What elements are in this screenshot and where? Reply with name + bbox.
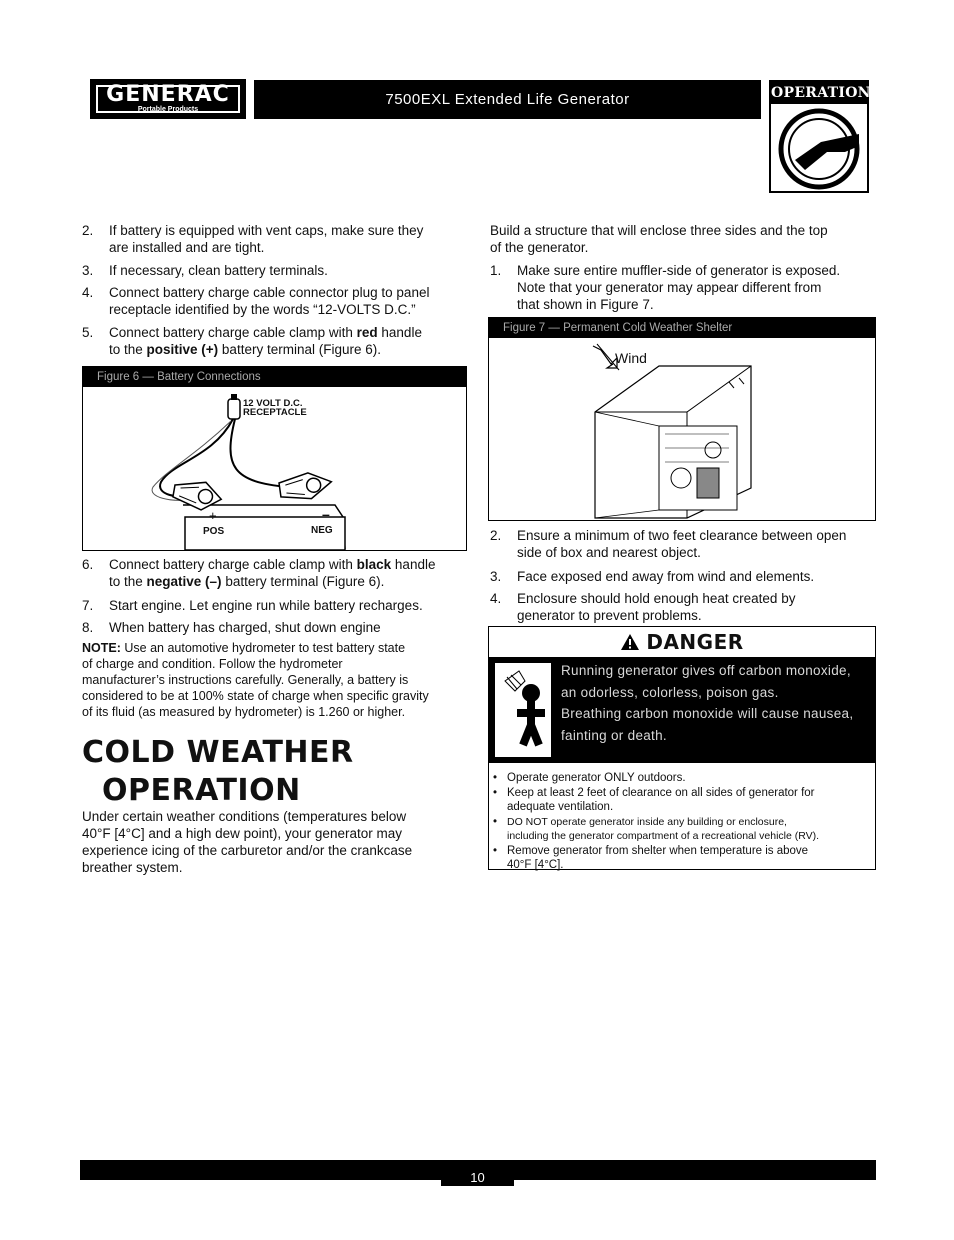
figure-6 <box>82 366 467 551</box>
section-heading <box>82 734 354 810</box>
note-line: of charge and condition. Follow the hydrometer <box>82 657 343 671</box>
note-line: manufacturer’s instructions carefully. Generally, a battery is <box>82 673 409 687</box>
note-paragraph <box>82 640 429 720</box>
line: If battery is equipped with vent caps, make sure they <box>109 223 424 238</box>
paragraph-line: 40°F [4°C] and a high dew point), your generator may <box>82 826 402 841</box>
line: Enclosure should hold enough heat created by <box>517 591 796 606</box>
item-text <box>109 284 429 318</box>
emphasis: positive (+) <box>146 342 219 357</box>
item-number: 2. <box>82 223 94 238</box>
line: Note that your generator may appear different from <box>517 280 822 295</box>
receptacle-label <box>243 399 307 417</box>
item-number: 8. <box>82 620 94 635</box>
plus-sign: + <box>209 508 217 523</box>
item-number: 3. <box>82 263 94 278</box>
item-text <box>517 527 846 561</box>
logo-text: GENERAC <box>106 81 230 107</box>
bullet-line: adequate ventilation. <box>507 801 614 813</box>
emphasis: negative (–) <box>146 574 222 589</box>
item-text <box>109 556 435 590</box>
line: Connect battery charge cable clamp with <box>109 325 357 340</box>
bullet-text <box>507 844 808 873</box>
warning-line: Running generator gives off carbon monoxide, <box>561 663 851 678</box>
receptacle-label-line: 12 VOLT D.C. <box>243 398 303 409</box>
danger-word: DANGER <box>646 629 744 654</box>
emphasis: red <box>356 325 378 340</box>
line: to the <box>109 342 147 357</box>
wind-label: Wind <box>615 350 647 366</box>
bullet-line: including the generator compartment of a recreational vehicle (RV). <box>507 830 820 842</box>
logo-subtext: Portable Products <box>137 105 199 113</box>
warning-line: fainting or death. <box>561 727 667 743</box>
section-badge <box>769 80 869 193</box>
paragraph-line: breather system. <box>82 860 183 875</box>
line: handle <box>377 325 422 340</box>
danger-box <box>488 626 876 870</box>
line: to the <box>109 574 147 589</box>
line: Ensure a minimum of two feet clearance between open <box>517 528 847 543</box>
heading-line: COLD WEATHER <box>82 735 354 770</box>
document-title: 7500EXL Extended Life Generator <box>385 91 630 108</box>
bullet-line: Remove generator from shelter when temperature is above <box>507 844 809 857</box>
warning-triangle-icon <box>620 633 640 651</box>
danger-bullet: • Keep at least 2 feet of clearance on all sides of generator for adequate ventilation. <box>493 786 815 813</box>
note-label: NOTE: <box>82 641 121 655</box>
neg-label: NEG <box>311 525 333 536</box>
figure-6-title: Figure 6 — Battery Connections <box>83 367 466 387</box>
danger-bullet-list <box>493 771 871 873</box>
heading-line: OPERATION <box>102 773 301 808</box>
figure-7-title: Figure 7 — Permanent Cold Weather Shelter <box>489 318 875 338</box>
line: receptacle identified by the words “12-VOLTS D.C.” <box>109 302 416 317</box>
item-number: 1. <box>490 263 502 278</box>
section-badge-label: OPERATION <box>771 82 867 104</box>
note-line: Use an automotive hydrometer to test battery state <box>120 641 406 655</box>
line: side of box and nearest object. <box>517 545 701 560</box>
danger-bullet: • Remove generator from shelter when temperature is above 40°F [4°C]. <box>493 844 809 871</box>
paragraph-line: Build a structure that will enclose three sides and the top <box>490 223 828 238</box>
item-number: 6. <box>82 557 94 572</box>
item-text <box>109 324 422 358</box>
bullet-line: Operate generator ONLY outdoors. <box>507 772 686 784</box>
item-text <box>517 262 840 313</box>
danger-bullet: • DO NOT operate generator inside any building or enclosure, including the generator compartment of a recreational vehicle (RV). <box>493 815 820 842</box>
item-text: When battery has charged, shut down engine <box>109 620 381 635</box>
operation-icon <box>775 108 863 190</box>
bullet-line: DO NOT operate generator inside any building or enclosure, <box>507 815 787 828</box>
line: battery terminal (Figure 6). <box>218 342 381 357</box>
item-number: 2. <box>490 528 502 543</box>
danger-header <box>489 627 875 657</box>
item-number: 3. <box>490 569 502 584</box>
bullet-line: Keep at least 2 feet of clearance on all sides of generator for <box>507 786 815 799</box>
item-text: Start engine. Let engine run while battery recharges. <box>109 598 423 613</box>
figure-7 <box>488 317 876 521</box>
danger-warning-panel <box>489 657 875 763</box>
receptacle-label-line: RECEPTACLE <box>243 407 307 418</box>
warning-line: Breathing carbon monoxide will cause nausea, <box>561 706 854 721</box>
line: are installed and are tight. <box>109 240 265 255</box>
paragraph-line: experience icing of the carburetor and/or the crankcase <box>82 843 413 858</box>
item-text <box>517 590 795 624</box>
bullet-line: 40°F [4°C]. <box>507 859 564 871</box>
cold-weather-paragraph <box>82 808 412 876</box>
item-number: 5. <box>82 325 94 340</box>
line: handle <box>391 557 436 572</box>
paragraph-line: of the generator. <box>490 240 589 255</box>
note-line: considered to be at 100% state of charge when specific gravity <box>82 689 429 703</box>
line: Connect battery charge cable connector plug to panel <box>109 285 430 300</box>
note-line: of its fluid (as measured by hydrometer) is 1.260 or higher. <box>82 705 406 719</box>
paragraph-line: Under certain weather conditions (temperatures below <box>82 809 407 824</box>
header-title-bar <box>254 80 761 119</box>
generac-logo <box>90 79 246 119</box>
bullet-text <box>507 786 815 815</box>
danger-warning-text <box>561 660 861 746</box>
item-text: Face exposed end away from wind and elements. <box>517 569 815 584</box>
poison-gas-icon <box>495 663 551 757</box>
line: battery terminal (Figure 6). <box>221 574 385 589</box>
item-number: 7. <box>82 598 94 613</box>
line: generator to prevent problems. <box>517 608 702 623</box>
emphasis: black <box>356 557 392 572</box>
page-number: 10 <box>441 1160 514 1186</box>
warning-line: an odorless, colorless, poison gas. <box>561 684 779 700</box>
pos-label: POS <box>203 526 225 537</box>
intro-paragraph <box>490 222 828 256</box>
item-number: 4. <box>490 591 502 606</box>
cold-weather-shelter-diagram <box>489 338 875 521</box>
line: Make sure entire muffler-side of generator is exposed. <box>517 263 841 278</box>
item-number: 4. <box>82 285 94 300</box>
line: Connect battery charge cable clamp with <box>109 557 357 572</box>
bullet-text <box>507 815 819 844</box>
item-text: If necessary, clean battery terminals. <box>109 263 328 278</box>
minus-sign: – <box>322 506 330 522</box>
item-text <box>109 222 423 256</box>
danger-bullet: • Operate generator ONLY outdoors. <box>493 772 686 784</box>
line: that shown in Figure 7. <box>517 297 654 312</box>
